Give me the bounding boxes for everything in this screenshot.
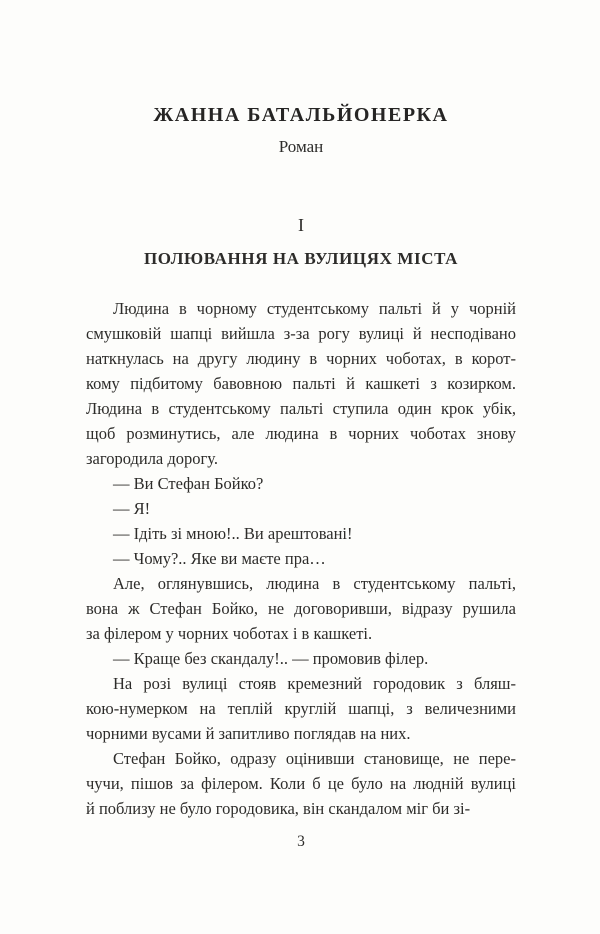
text-line: Людина в студентському пальті ступила один крок убік, [86,399,516,418]
text-line: Стефан Бойко, одразу оцінивши становище, не пере- [113,749,516,768]
text-line: й поблизу не було городовика, він скандалом міг би зі- [86,799,471,818]
dialogue-paragraph [86,496,516,521]
dialogue-paragraph [86,521,516,546]
text-line: — Ви Стефан Бойко? [113,474,264,493]
text-line: Але, оглянувшись, людина в студентському пальті, [113,574,516,593]
text-line: загородила дорогу. [86,449,219,468]
text-line: Людина в чорному студентському пальті й у чорній [113,299,516,318]
text-line: смушковій шапці вийшла з-за рогу вулиці й несподівано [86,324,516,343]
text-line: чорними вусами й запитливо поглядав на них. [86,724,411,743]
book-title: ЖАННА БАТАЛЬЙОНЕРКА [153,104,449,126]
page-number: 3 [297,833,305,850]
text-line: кому підбитому бавовною пальті й кашкеті з козирком. [86,374,516,393]
dialogue-paragraph [86,471,516,496]
paragraph [86,671,516,746]
text-line: — Краще без скандалу!.. — промовив філер. [113,649,429,668]
text-line: наткнулась на другу людину в чорних чоботах, в корот- [86,349,516,368]
text-line: кою-нумерком на теплій круглій шапці, з величезними [86,699,516,718]
text-line: На розі вулиці стояв кремезний городовик з бляш- [113,674,516,693]
paragraph [86,746,516,821]
text-line: вона ж Стефан Бойко, не договоривши, відразу рушила [86,599,516,618]
text-line: — Я! [113,499,151,518]
text-line: чучи, пішов за філером. Коли б це було на людній вулиці [86,774,516,793]
text-line: щоб розминутись, але людина в чорних чоботах знову [86,424,516,443]
body-text [86,296,516,821]
text-line: за філером у чорних чоботах і в кашкеті. [86,624,373,643]
book-subtitle: Роман [278,137,324,156]
paragraph [86,571,516,646]
chapter-title: ПОЛЮВАННЯ НА ВУЛИЦЯХ МІСТА [143,249,459,268]
dialogue-paragraph [86,546,516,571]
dialogue-paragraph [86,646,516,671]
chapter-number: I [298,215,304,235]
text-line: — Ідіть зі мною!.. Ви арештовані! [113,524,353,543]
text-line: — Чому?.. Яке ви маєте пра… [113,549,326,568]
paragraph [86,296,516,471]
